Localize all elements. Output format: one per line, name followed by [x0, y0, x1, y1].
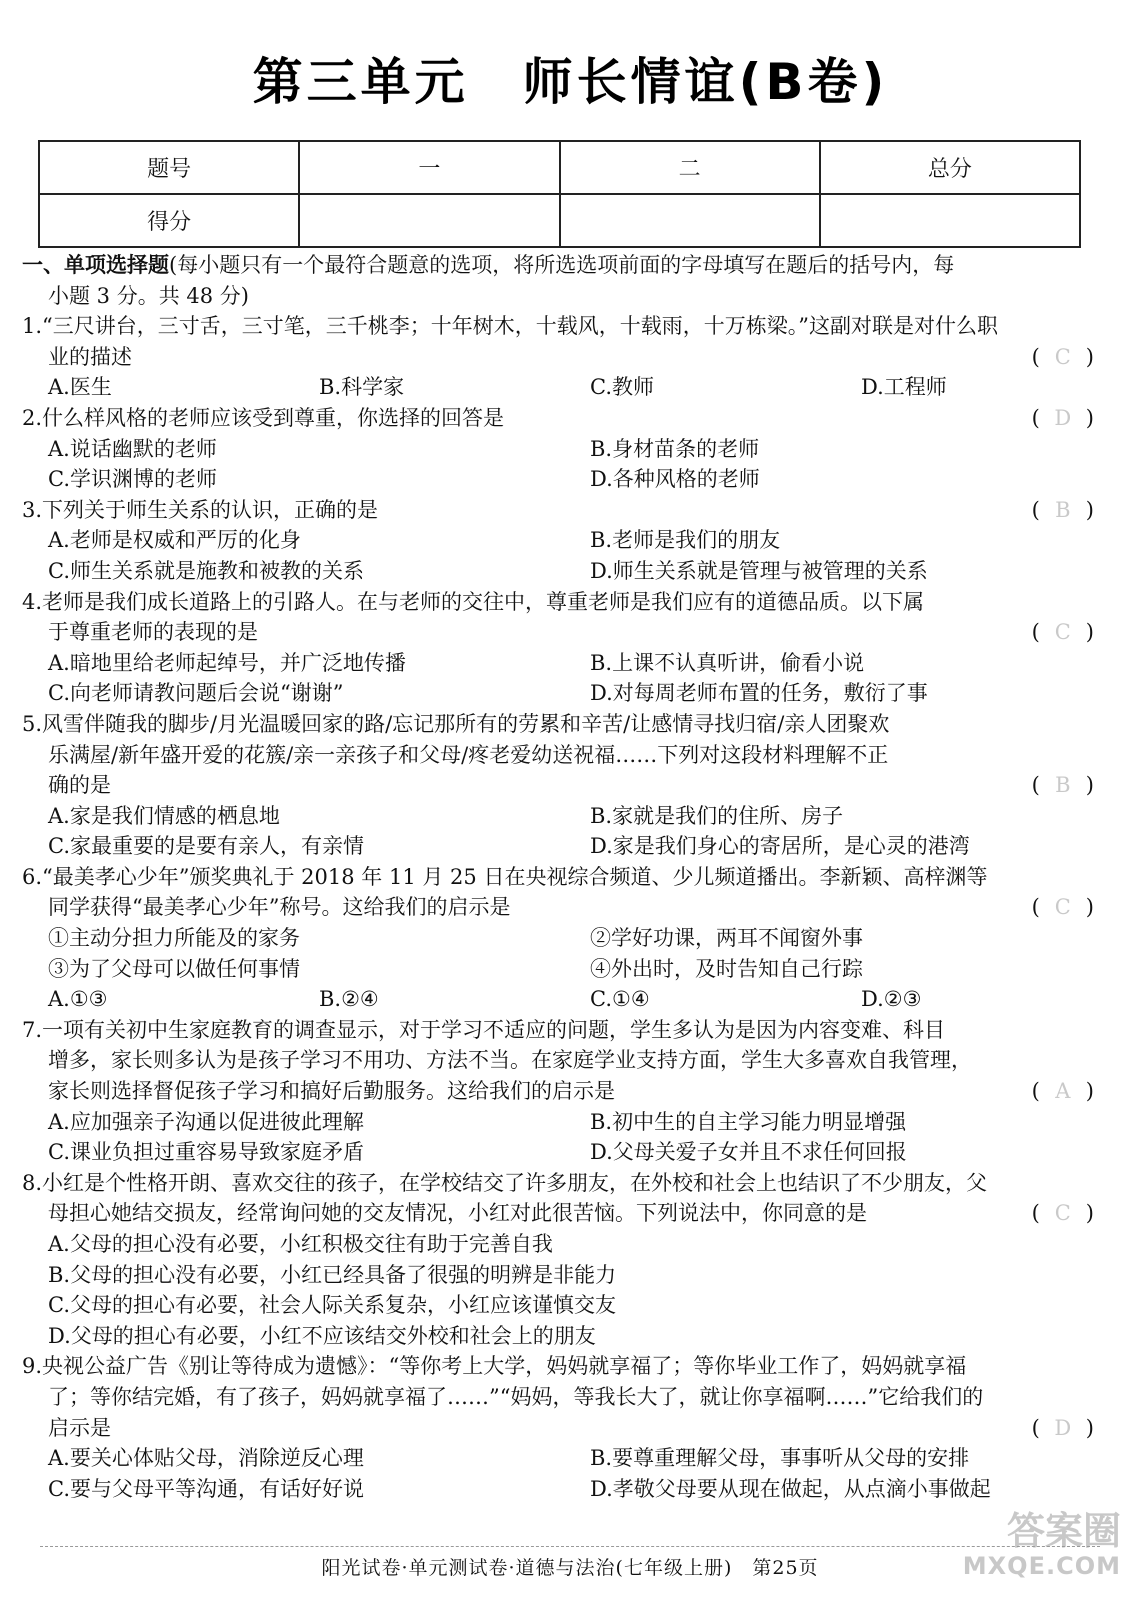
option-item[interactable]: A.父母的担心没有必要，小红积极交往有助于完善自我: [48, 1232, 553, 1256]
option-item[interactable]: C.学识渊博的老师: [48, 467, 217, 492]
option-item[interactable]: B.家就是我们的住所、房子: [590, 803, 844, 828]
option-item[interactable]: B.科学家: [319, 375, 405, 400]
option-item[interactable]: B.②④: [319, 987, 379, 1012]
option-row: [22, 464, 1102, 495]
question-stem-text: 家长则选择督促孩子学习和搞好后勤服务。这给我们的启示是: [48, 1079, 615, 1104]
option-item[interactable]: A.老师是权威和严厉的化身: [48, 528, 301, 553]
option-item[interactable]: D.师生关系就是管理与被管理的关系: [590, 558, 928, 583]
question-stem-line: [22, 1382, 1102, 1413]
question-stem-text: 增多，家长则多认为是孩子学习不用功、方法不当。在家庭学业支持方面，学生大多喜欢自我管理，: [48, 1048, 972, 1073]
score-header-cell: 总分: [820, 141, 1080, 194]
option-item[interactable]: C.向老师请教问题后会说“谢谢”: [48, 681, 344, 706]
bracket-open: (: [1031, 1079, 1040, 1104]
option-row: [22, 984, 1102, 1015]
question-stem-text: 同学获得“最美孝心少年”称号。这给我们的启示是: [48, 895, 511, 920]
score-cell[interactable]: [820, 194, 1080, 247]
option-item[interactable]: B.父母的担心没有必要，小红已经具备了很强的明辨是非能力: [48, 1262, 617, 1287]
question-stem-line: [22, 1351, 1102, 1382]
option-row: [22, 1321, 1102, 1352]
option-row: [22, 1260, 1102, 1291]
bracket-close: ): [1085, 344, 1094, 369]
option-item[interactable]: C.课业负担过重容易导致家庭矛盾: [48, 1140, 364, 1165]
option-item[interactable]: B.上课不认真听讲，偷看小说: [590, 650, 865, 675]
question-stem-text: 确的是: [48, 773, 111, 798]
bracket-open: (: [1031, 1201, 1040, 1226]
question-stem-text: 9.央视公益广告《别让等待成为遗憾》：“等你考上大学，妈妈就享福了；等你毕业工作了，妈妈就享福: [22, 1354, 967, 1379]
bracket-close: ): [1085, 405, 1094, 430]
option-row: [22, 434, 1102, 465]
option-item[interactable]: D.家是我们身心的寄居所，是心灵的港湾: [590, 834, 970, 859]
option-item[interactable]: D.父母的担心有必要，小红不应该结交外校和社会上的朋友: [48, 1323, 596, 1348]
question-stem-line: [22, 740, 1102, 771]
answer-bracket[interactable]: [1032, 892, 1094, 923]
bracket-close: ): [1085, 620, 1094, 645]
answer-bracket[interactable]: [1032, 495, 1094, 526]
question-stem-text: 5.风雪伴随我的脚步/月光温暖回家的路/忘记那所有的劳累和辛苦/让感情寻找归宿/亲人团聚欢: [22, 711, 890, 736]
option-item[interactable]: D.各种风格的老师: [590, 467, 760, 492]
question-stem-line: [22, 617, 1102, 648]
question-stem-text: 乐满屋/新年盛开爱的花簇/亲一亲孩子和父母/疼老爱幼送祝福……下列对这段材料理解不正: [48, 742, 889, 767]
bracket-close: ): [1085, 497, 1094, 522]
option-item[interactable]: B.初中生的自主学习能力明显增强: [590, 1109, 907, 1134]
score-table-score-row: [39, 194, 1080, 247]
score-cell[interactable]: [299, 194, 559, 247]
bracket-close: ): [1085, 773, 1094, 798]
score-table-header-row: [39, 141, 1080, 194]
option-item[interactable]: C.家最重要的是要有亲人，有亲情: [48, 834, 364, 859]
question-stem-text: 3.下列关于师生关系的认识，正确的是: [22, 497, 379, 522]
score-header-cell: 二: [560, 141, 820, 194]
question-stem-text: 8.小红是个性格开朗、喜欢交往的孩子，在学校结交了许多朋友，在外校和社会上也结识了不少朋友，父: [22, 1170, 988, 1195]
question-stem-text: 于尊重老师的表现的是: [48, 620, 258, 645]
question-stem-text: 1.“三尺讲台，三寸舌，三寸笔，三千桃李；十年树木，十载风，十载雨，十万栋梁。”这副对联是对什么职: [22, 314, 999, 339]
answer-bracket[interactable]: [1032, 1076, 1094, 1107]
question-stem-line: [22, 770, 1102, 801]
option-item[interactable]: D.②③: [861, 987, 922, 1012]
answer-bracket[interactable]: [1032, 1413, 1094, 1444]
answer-letter: C: [1054, 895, 1071, 920]
question-stem-text: 母担心她结交损友，经常询问她的交友情况，小红对此很苦恼。下列说法中，你同意的是: [48, 1201, 867, 1226]
question-stem-line: [22, 495, 1102, 526]
question-stem-line: [22, 1413, 1102, 1444]
page-title: 第三单元 师长情谊(B卷): [252, 53, 889, 111]
statement-row: [22, 923, 1102, 954]
question-stem-line: [22, 1076, 1102, 1107]
option-row: [22, 831, 1102, 862]
option-item[interactable]: A.应加强亲子沟通以促进彼此理解: [48, 1109, 364, 1134]
question-stem-text: 6.“最美孝心少年”颁奖典礼于 2018 年 11 月 25 日在央视综合频道、少儿频道播出。李新颖、高梓渊等: [22, 864, 988, 889]
score-cell[interactable]: [560, 194, 820, 247]
option-item[interactable]: D.对每周老师布置的任务，敷衍了事: [590, 681, 928, 706]
option-row: [22, 1137, 1102, 1168]
answer-bracket[interactable]: [1032, 770, 1094, 801]
answer-letter: A: [1055, 1079, 1071, 1104]
question-stem-line: [22, 342, 1102, 373]
score-table: [38, 140, 1081, 248]
option-item[interactable]: B.老师是我们的朋友: [590, 528, 781, 553]
question-stem-text: 了；等你结完婚，有了孩子，妈妈就享福了……”“妈妈，等我长大了，就让你享福啊……”它给我们的: [48, 1384, 984, 1409]
score-header-cell: 题号: [39, 141, 299, 194]
statement-item: ③为了父母可以做任何事情: [48, 956, 300, 981]
option-item[interactable]: B.身材苗条的老师: [590, 436, 760, 461]
watermark-text: 答案圈: [1006, 1509, 1121, 1553]
question-stem-text: 2.什么样风格的老师应该受到尊重，你选择的回答是: [22, 405, 505, 430]
question-stem-line: [22, 862, 1102, 893]
bracket-open: (: [1031, 497, 1040, 522]
question-stem-line: [22, 403, 1102, 434]
question-stem-line: [22, 1198, 1102, 1229]
option-item[interactable]: C.师生关系就是施教和被教的关系: [48, 558, 364, 583]
section-instruction-cont: 小题 3 分。共 48 分): [48, 283, 249, 308]
option-row: [22, 1474, 1102, 1505]
option-item[interactable]: A.①③: [48, 987, 108, 1012]
option-item[interactable]: A.要关心体贴父母，消除逆反心理: [48, 1446, 364, 1471]
bracket-open: (: [1031, 1415, 1040, 1440]
option-item[interactable]: A.家是我们情感的栖息地: [48, 803, 280, 828]
bracket-close: ): [1085, 1201, 1094, 1226]
question-stem-text: 启示是: [48, 1415, 111, 1440]
bracket-close: ): [1085, 1415, 1094, 1440]
option-item[interactable]: B.要尊重理解父母，事事听从父母的安排: [590, 1446, 970, 1471]
bracket-open: (: [1031, 773, 1040, 798]
answer-bracket[interactable]: [1032, 342, 1094, 373]
bracket-open: (: [1031, 405, 1040, 430]
option-item[interactable]: A.暗地里给老师起绰号，并广泛地传播: [48, 650, 406, 675]
statement-item: ②学好功课，两耳不闻窗外事: [590, 926, 863, 951]
question-stem-line: [22, 311, 1102, 342]
statement-item: ④外出时，及时告知自己行踪: [590, 956, 863, 981]
bracket-open: (: [1031, 344, 1040, 369]
option-row: [22, 648, 1102, 679]
option-item[interactable]: A.说话幽默的老师: [48, 436, 217, 461]
answer-letter: B: [1055, 773, 1071, 798]
option-item[interactable]: D.工程师: [861, 375, 947, 400]
option-row: [22, 525, 1102, 556]
option-item[interactable]: C.父母的担心有必要，社会人际关系复杂，小红应该谨慎交友: [48, 1293, 616, 1318]
statement-row: [22, 954, 1102, 985]
bracket-open: (: [1031, 895, 1040, 920]
option-row: [22, 801, 1102, 832]
answer-letter: C: [1054, 344, 1071, 369]
option-item[interactable]: A.医生: [48, 375, 112, 400]
option-row: [22, 1290, 1102, 1321]
question-stem-line: [22, 1015, 1102, 1046]
score-header-cell: 一: [299, 141, 559, 194]
statement-item: ①主动分担力所能及的家务: [48, 926, 300, 951]
question-stem-line: [22, 892, 1102, 923]
bracket-close: ): [1085, 895, 1094, 920]
question-stem-line: [22, 1168, 1102, 1199]
answer-bracket[interactable]: [1032, 1198, 1094, 1229]
section-heading-line: [22, 250, 1102, 281]
answer-letter: C: [1054, 1201, 1071, 1226]
option-row: [22, 556, 1102, 587]
answer-letter: C: [1054, 620, 1071, 645]
answer-letter: B: [1055, 497, 1071, 522]
bracket-open: (: [1031, 620, 1040, 645]
option-item[interactable]: D.父母关爱子女并且不求任何回报: [590, 1140, 907, 1165]
question-list: [22, 311, 1102, 1504]
question-stem-text: 7.一项有关初中生家庭教育的调查显示，对于学习不适应的问题，学生多认为是因为内容变难、科目: [22, 1017, 946, 1042]
answer-letter: D: [1054, 1415, 1072, 1440]
questions-section: [22, 250, 1102, 1504]
question-stem-text: 4.老师是我们成长道路上的引路人。在与老师的交往中，尊重老师是我们应有的道德品质。以下属: [22, 589, 925, 614]
option-row: [22, 678, 1102, 709]
answer-letter: D: [1054, 405, 1072, 430]
option-row: [22, 1443, 1102, 1474]
section-instruction: (每小题只有一个最符合题意的选项，将所选选项前面的字母填写在题后的括号内，每: [169, 253, 955, 277]
option-item[interactable]: C.教师: [590, 375, 654, 400]
option-item[interactable]: D.孝敬父母要从现在做起，从点滴小事做起: [590, 1476, 991, 1501]
page-footer: 阳光试卷·单元测试卷·道德与法治(七年级上册) 第25页: [40, 1546, 1100, 1580]
answer-bracket[interactable]: [1032, 617, 1094, 648]
section-heading: 一、单项选择题: [22, 253, 169, 277]
watermark-url: MXQE.COM: [962, 1552, 1121, 1580]
score-row-label: 得分: [39, 194, 299, 247]
section-instruction-line: [22, 281, 1102, 312]
answer-bracket[interactable]: [1032, 403, 1094, 434]
question-stem-line: [22, 709, 1102, 740]
option-row: [22, 1107, 1102, 1138]
option-item[interactable]: C.①④: [590, 987, 650, 1012]
question-stem-text: 业的描述: [48, 344, 132, 369]
bracket-close: ): [1085, 1079, 1094, 1104]
question-stem-line: [22, 587, 1102, 618]
question-stem-line: [22, 1045, 1102, 1076]
option-item[interactable]: C.要与父母平等沟通，有话好好说: [48, 1476, 364, 1501]
option-row: [22, 1229, 1102, 1260]
option-row: [22, 372, 1102, 403]
